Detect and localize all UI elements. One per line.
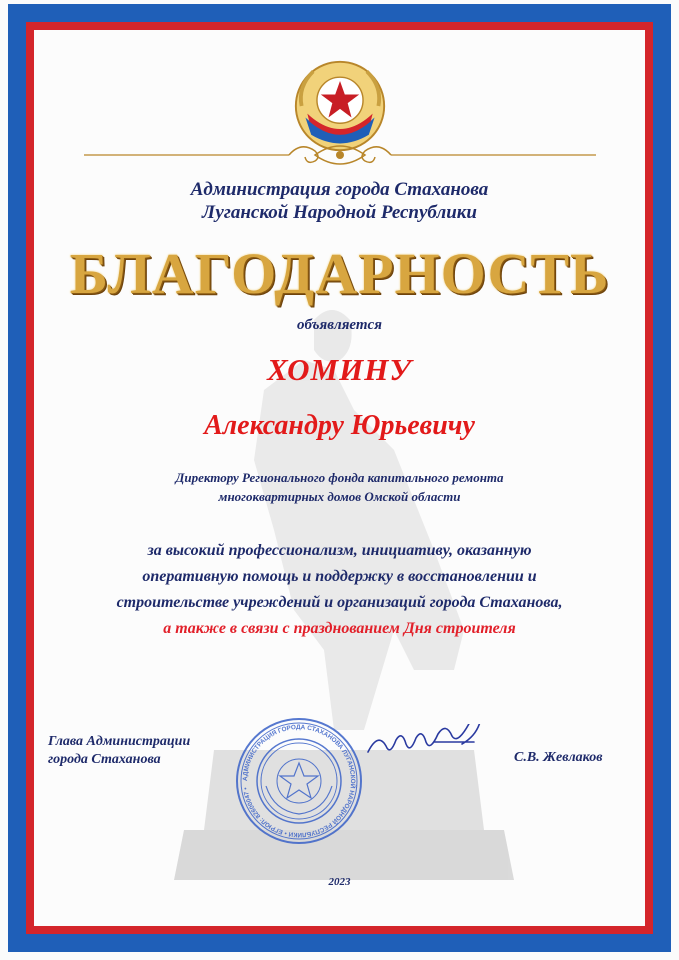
ornament-divider: [84, 138, 596, 172]
award-reason: [34, 538, 645, 642]
position-line-2: многоквартирных домов Омской области: [218, 489, 461, 504]
reason-line-1: за высокий профессионализм, инициативу, оказанную: [147, 542, 532, 559]
issuer-line-2: Луганской Народной Республики: [202, 202, 477, 223]
certificate-title: БЛАГОДАРНОСТЬ: [69, 241, 610, 306]
recipient-position: [34, 468, 645, 506]
issuer: [34, 178, 645, 224]
reason-line-3: строительстве учреждений и организаций города Стаханова,: [116, 594, 563, 611]
signer-title-line-2: города Стаханова: [48, 752, 161, 767]
signer-title-line-1: Глава Администрации: [48, 734, 191, 749]
announce-text: объявляется: [297, 317, 382, 333]
position-line-1: Директору Регионального фонда капитального ремонта: [175, 470, 504, 485]
signature: [364, 724, 504, 764]
reason-line-4: а также в связи с празднованием Дня строителя: [163, 620, 516, 637]
recipient-given-names: Александру Юрьевичу: [204, 410, 475, 441]
stamp-seal: [234, 716, 364, 846]
signer-name: С.В. Жевлаков: [514, 750, 603, 765]
reason-line-2: оперативную помощь и поддержку в восстановлении и: [142, 568, 537, 585]
recipient-surname: ХОМИНУ: [267, 352, 412, 387]
signer-title: [48, 733, 190, 769]
certificate-paper: [34, 30, 645, 926]
issuer-line-1: Администрация города Стаханова: [190, 179, 489, 200]
certificate-year: 2023: [328, 876, 351, 888]
stamp-text: АДМИНИСТРАЦИЯ ГОРОДА СТАХАНОВА ЛУГАНСКОЙ НАРОДНОЙ РЕСПУБЛИКИ • ЕГРЮЛ: 82600047 •: [241, 723, 357, 839]
